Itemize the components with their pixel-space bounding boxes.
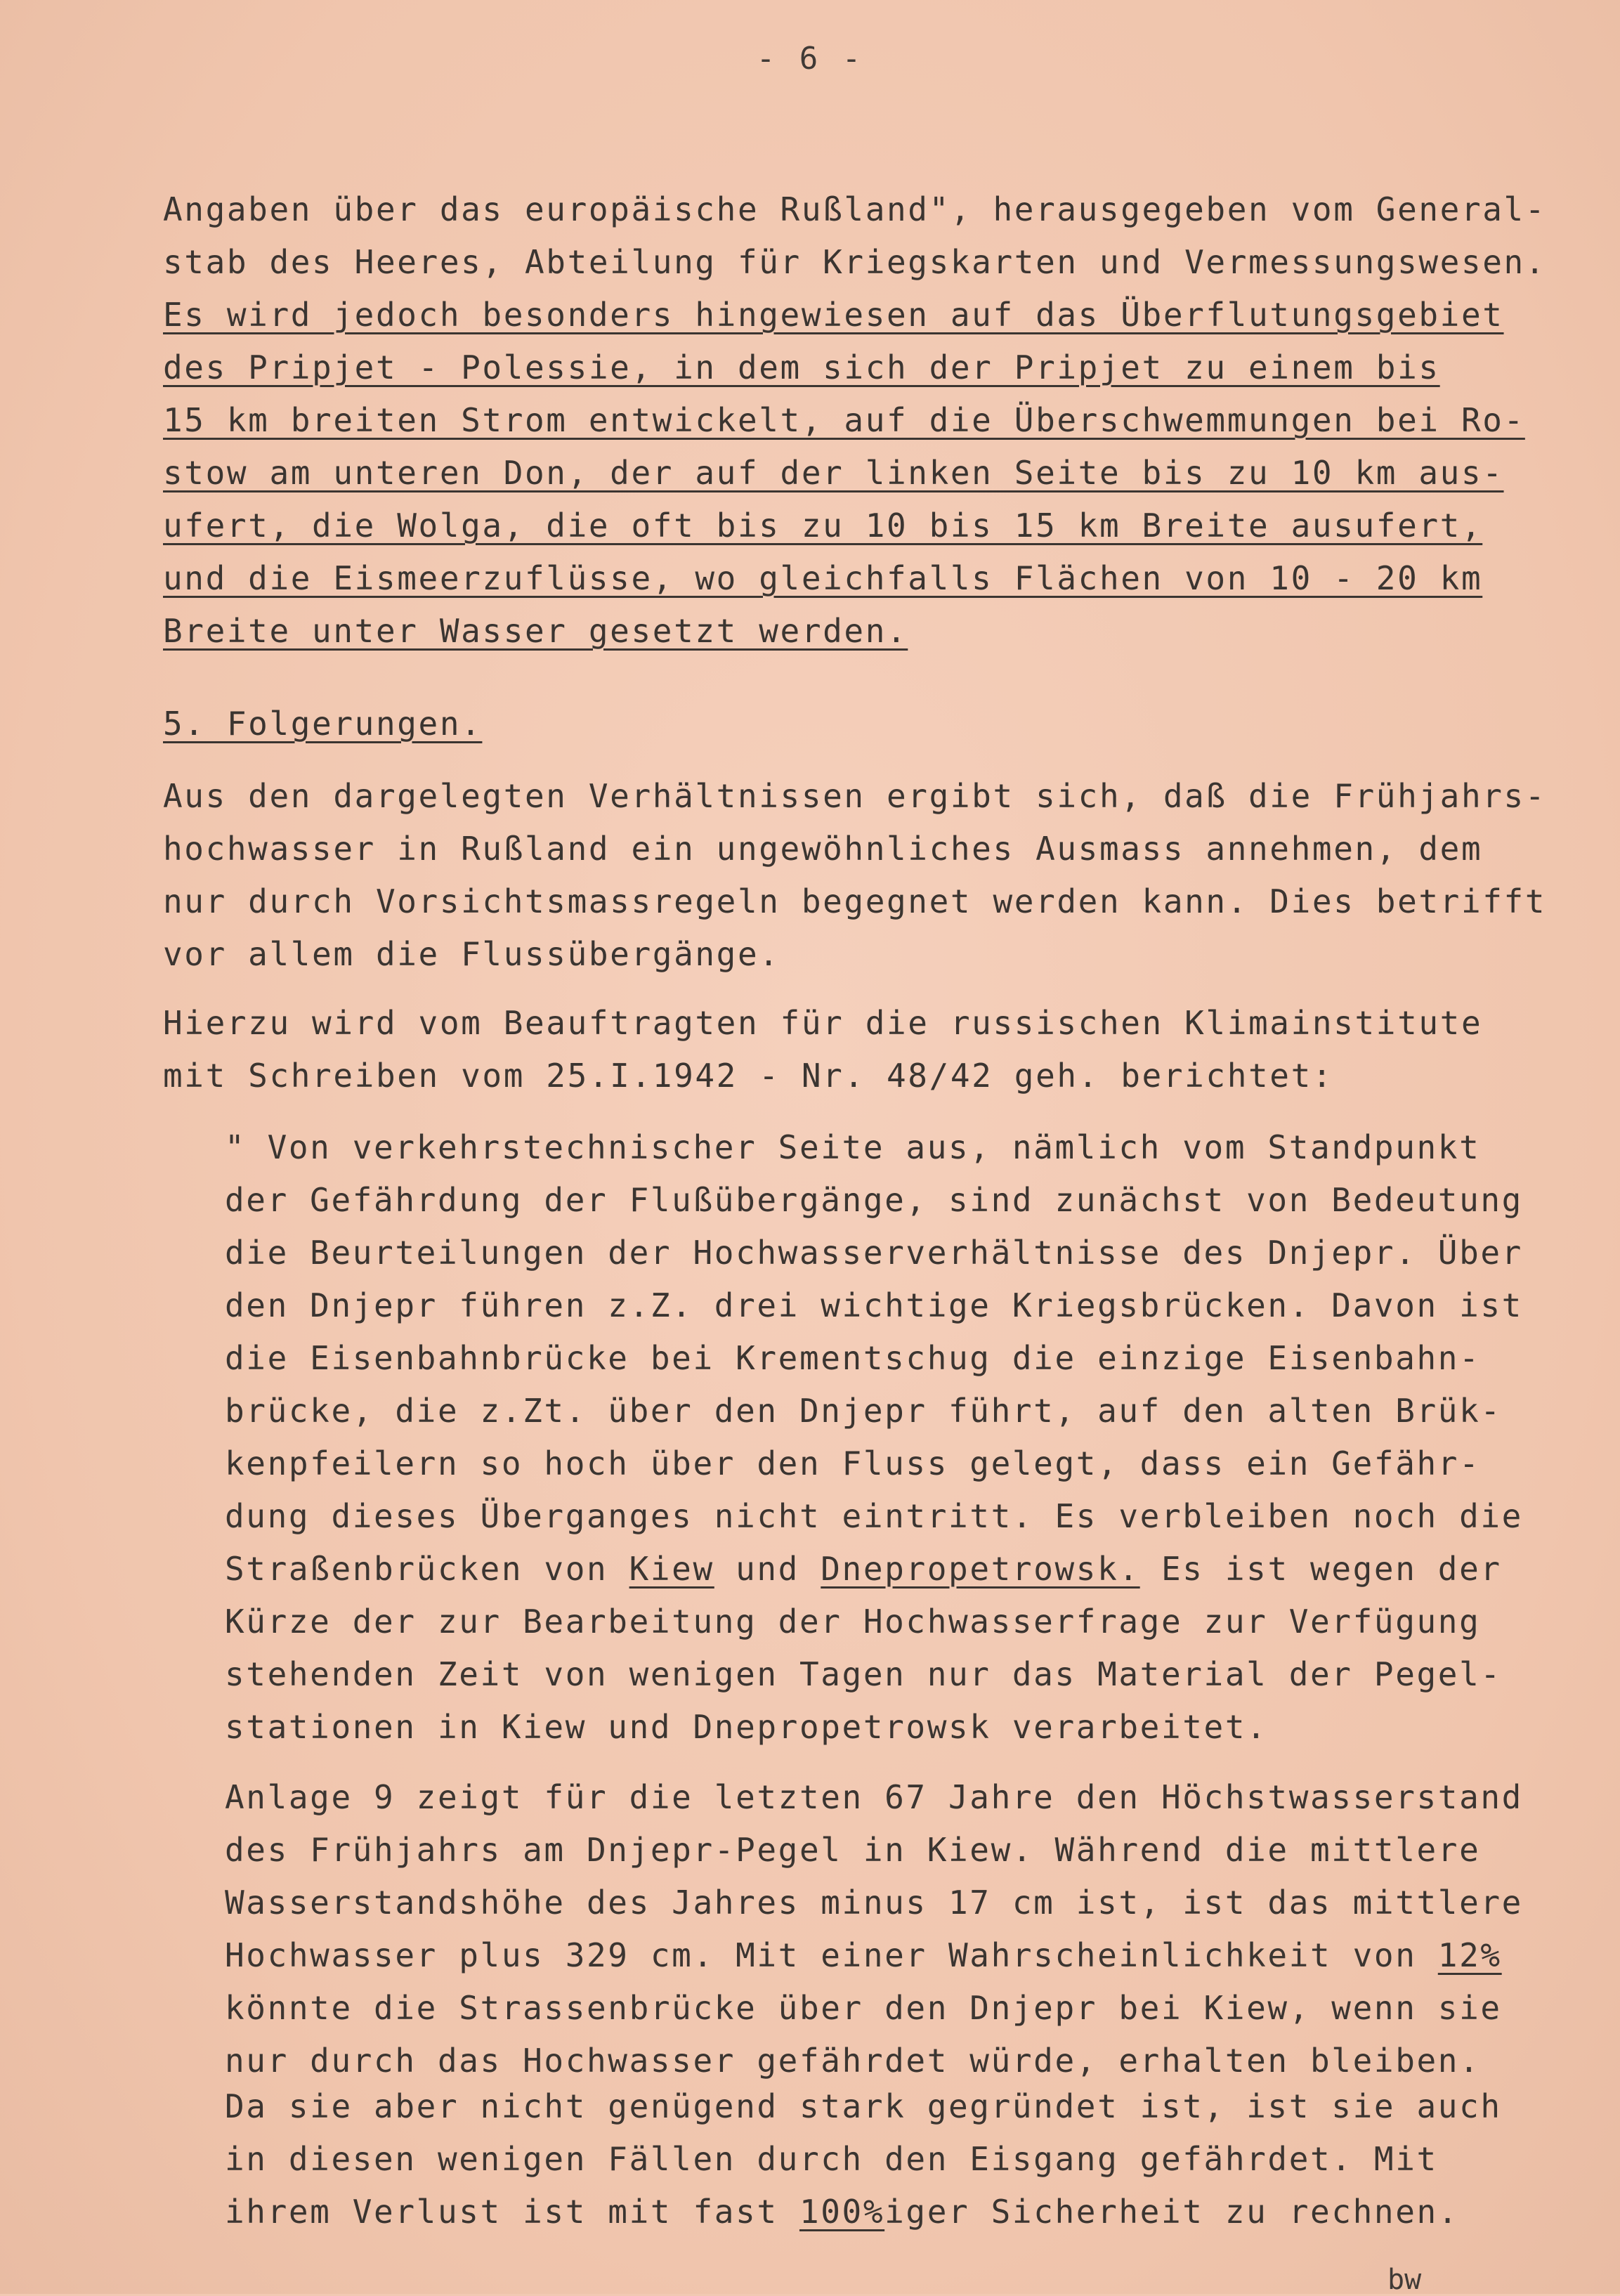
- text-segment: Aus den dargelegten Verhältnissen ergibt sich, daß die Frühjahrs-: [163, 777, 1547, 815]
- underlined-text: Breite unter Wasser gesetzt werden.: [163, 612, 908, 650]
- underlined-text: und die Eismeerzuflüsse, wo gleichfalls Flächen von 10 - 20 km: [163, 559, 1483, 597]
- text-line: [163, 559, 1482, 598]
- text-segment: dung dieses Überganges nicht eintritt. Es verbleiben noch die: [225, 1497, 1523, 1535]
- text-segment: Kürze der zur Bearbeitung der Hochwasserfrage zur Verfügung: [225, 1603, 1481, 1641]
- text-line: [225, 1286, 1523, 1325]
- text-line: [225, 1496, 1523, 1536]
- text-segment: den Dnjepr führen z.Z. drei wichtige Kriegsbrücken. Davon ist: [225, 1286, 1523, 1324]
- text-line: [225, 1655, 1502, 1694]
- text-line: [163, 776, 1546, 816]
- text-segment: des Frühjahrs am Dnjepr-Pegel in Kiew. Während die mittlere: [225, 1831, 1481, 1869]
- text-line: [225, 1988, 1502, 2028]
- text-segment: ihrem Verlust ist mit fast: [225, 2193, 799, 2231]
- text-segment: Wasserstandshöhe des Jahres minus 17 cm ist, ist das mittlere: [225, 1884, 1523, 1922]
- text-segment: die Eisenbahnbrücke bei Krementschug die einzige Eisenbahn-: [225, 1339, 1481, 1377]
- text-line: [225, 2139, 1438, 2179]
- text-line: [163, 611, 908, 651]
- text-segment: stab des Heeres, Abteilung für Kriegskarten und Vermessungswesen.: [163, 243, 1547, 281]
- text-line: [163, 295, 1504, 334]
- text-segment: Hierzu wird vom Beauftragten für die russischen Klimainstitute: [163, 1004, 1483, 1042]
- text-line: [225, 1128, 1480, 1167]
- underlined-text: Dnepropetrowsk.: [821, 1550, 1140, 1588]
- text-segment: kenpfeilern so hoch über den Fluss gelegt, dass ein Gefähr-: [225, 1444, 1481, 1482]
- text-line: [163, 400, 1525, 440]
- text-line: [163, 190, 1546, 229]
- underlined-text: 12%: [1437, 1936, 1502, 1974]
- page-number: - 6 -: [756, 41, 864, 77]
- text-line: [225, 2087, 1502, 2126]
- text-line: [163, 1003, 1482, 1043]
- text-segment: könnte die Strassenbrücke über den Dnjepr bei Kiew, wenn sie: [225, 1989, 1502, 2027]
- text-line: [163, 242, 1546, 282]
- text-segment: stationen in Kiew und Dnepropetrowsk verarbeitet.: [225, 1708, 1268, 1746]
- text-line: [225, 1936, 1502, 1975]
- text-segment: stehenden Zeit von wenigen Tagen nur das Material der Pegel-: [225, 1655, 1502, 1693]
- text-line: [225, 1180, 1523, 1220]
- footer-mark: bw: [1387, 2264, 1422, 2296]
- text-line: [163, 348, 1440, 387]
- underlined-text: ufert, die Wolga, die oft bis zu 10 bis 15 km Breite ausufert,: [163, 507, 1483, 544]
- text-line: [225, 1602, 1480, 1641]
- underlined-text: stow am unteren Don, der auf der linken Seite bis zu 10 km aus-: [163, 454, 1504, 492]
- text-line: [163, 829, 1482, 868]
- text-segment: Straßenbrücken von: [225, 1550, 629, 1588]
- text-segment: Angaben über das europäische Rußland", herausgegeben vom General-: [163, 190, 1547, 228]
- text-line: [225, 1707, 1267, 1747]
- text-segment: Anlage 9 zeigt für die letzten 67 Jahre den Höchstwasserstand: [225, 1778, 1523, 1816]
- text-line: [225, 1830, 1480, 1870]
- text-segment: mit Schreiben vom 25.I.1942 - Nr. 48/42 geh. berichtet:: [163, 1057, 1334, 1095]
- text-line: [225, 1391, 1502, 1430]
- text-segment: nur durch das Hochwasser gefährdet würde, erhalten bleiben.: [225, 2042, 1481, 2080]
- text-segment: in diesen wenigen Fällen durch den Eisgang gefährdet. Mit: [225, 2140, 1438, 2178]
- text-line: [163, 934, 780, 974]
- text-segment: nur durch Vorsichtsmassregeln begegnet werden kann. Dies betrifft: [163, 882, 1547, 920]
- text-segment: brücke, die z.Zt. über den Dnjepr führt, auf den alten Brük-: [225, 1392, 1502, 1430]
- text-line: [225, 1444, 1480, 1483]
- text-line: [163, 1056, 1333, 1095]
- text-segment: die Beurteilungen der Hochwasserverhältnisse des Dnjepr. Über: [225, 1234, 1523, 1272]
- text-segment: " Von verkehrstechnischer Seite aus, nämlich vom Standpunkt: [225, 1128, 1481, 1166]
- text-segment: hochwasser in Rußland ein ungewöhnliches Ausmass annehmen, dem: [163, 830, 1483, 868]
- underlined-text: Kiew: [629, 1550, 714, 1588]
- text-line: [163, 453, 1504, 493]
- text-line: [225, 2192, 1459, 2231]
- text-segment: Es ist wegen der: [1139, 1550, 1502, 1588]
- text-segment: Da sie aber nicht genügend stark gegründet ist, ist sie auch: [225, 2087, 1502, 2125]
- underlined-text: 15 km breiten Strom entwickelt, auf die Überschwemmungen bei Ro-: [163, 401, 1525, 439]
- text-segment: und: [714, 1550, 821, 1588]
- underlined-text: Es wird jedoch besonders hingewiesen auf das Überflutungsgebiet: [163, 296, 1504, 334]
- section-heading: 5. Folgerungen.: [163, 705, 483, 743]
- text-line: [225, 1233, 1523, 1272]
- underlined-text: 100%: [799, 2193, 885, 2231]
- underlined-text: des Pripjet - Polessie, in dem sich der Pripjet zu einem bis: [163, 348, 1440, 386]
- text-line: [225, 1338, 1480, 1378]
- text-segment: der Gefährdung der Flußübergänge, sind zunächst von Bedeutung: [225, 1181, 1523, 1219]
- text-line: [225, 2041, 1480, 2080]
- text-segment: iger Sicherheit zu rechnen.: [884, 2193, 1460, 2231]
- text-line: [163, 882, 1546, 921]
- text-line: [225, 1778, 1523, 1817]
- text-segment: vor allem die Flussübergänge.: [163, 935, 780, 973]
- text-segment: Hochwasser plus 329 cm. Mit einer Wahrscheinlichkeit von: [225, 1936, 1438, 1974]
- text-line: [163, 506, 1482, 545]
- text-line: [225, 1549, 1502, 1589]
- text-line: [225, 1883, 1523, 1922]
